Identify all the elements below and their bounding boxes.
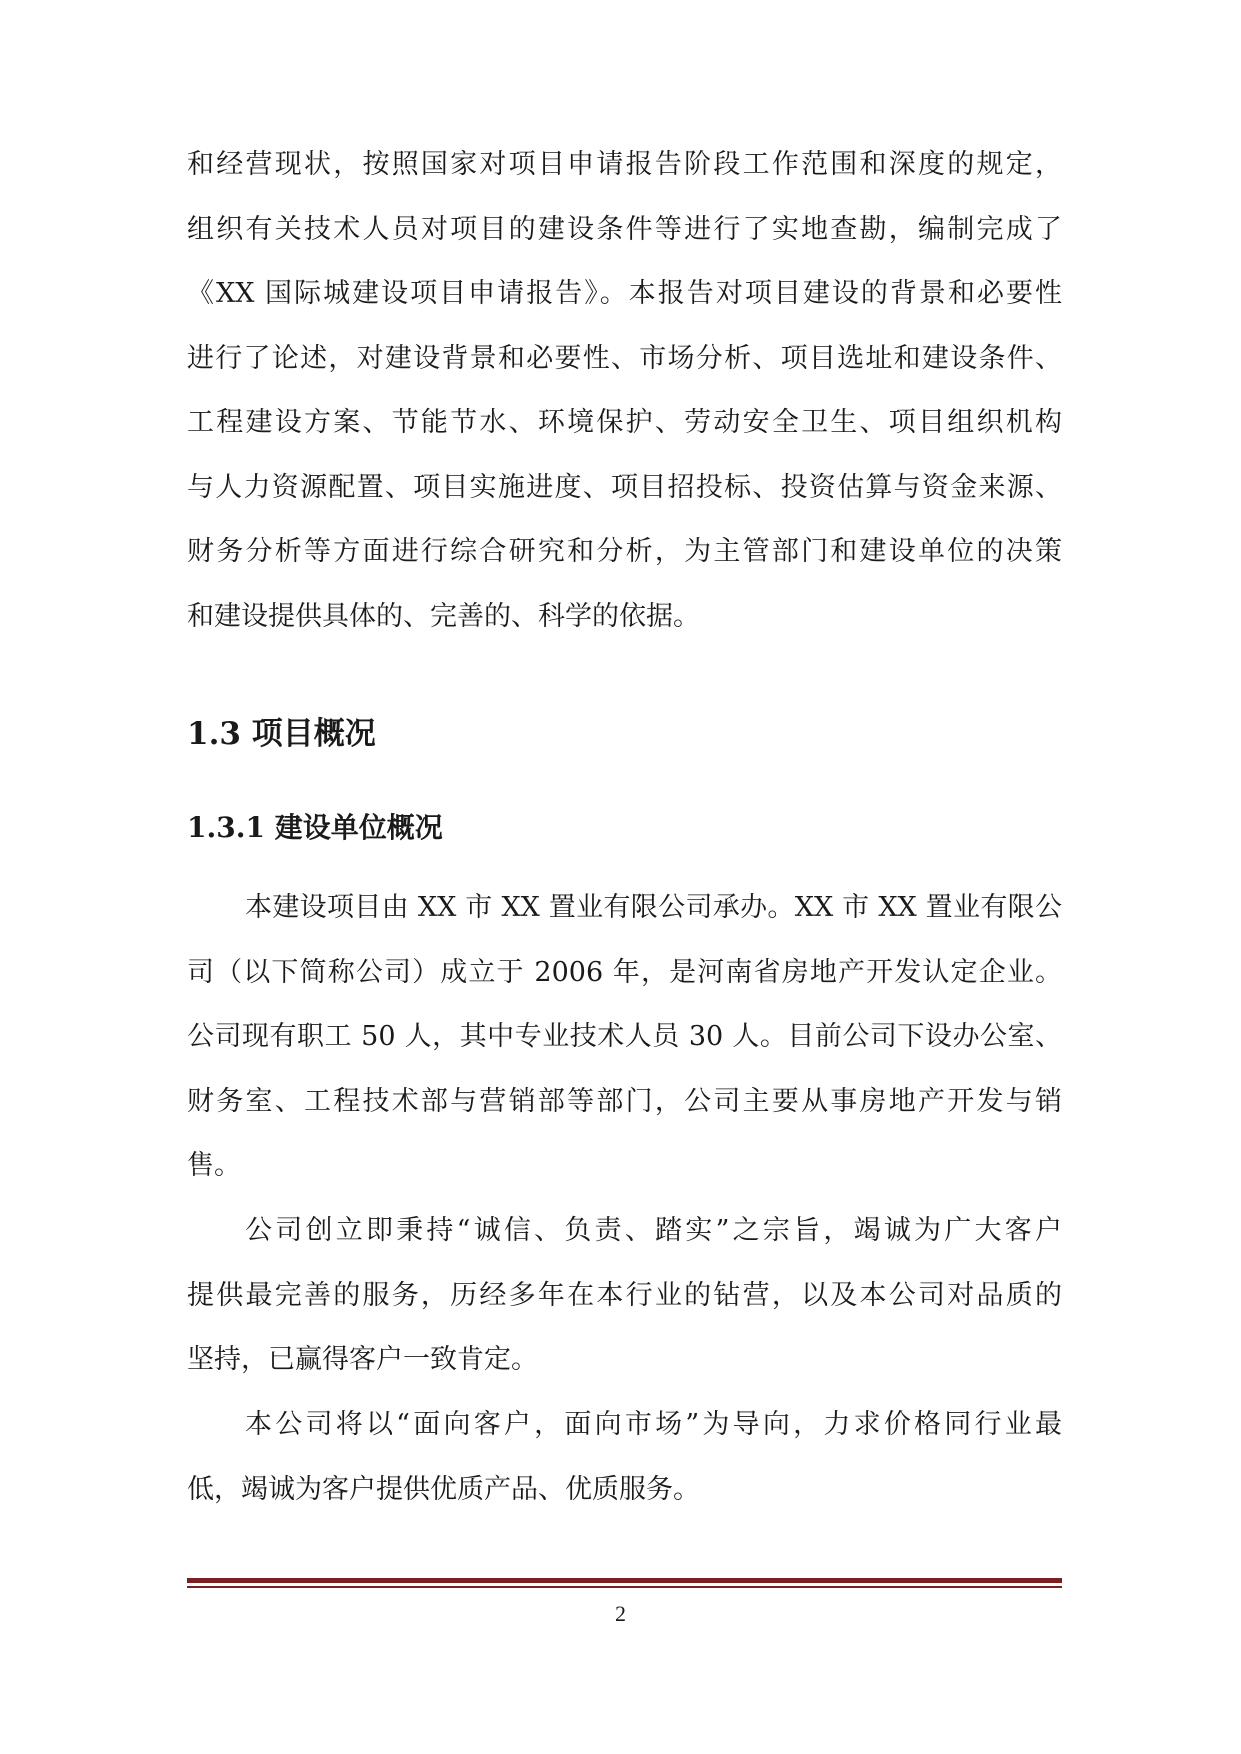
intro-paragraph — [187, 133, 1062, 649]
paragraph-line: 低，竭诚为客户提供优质产品、优质服务。 — [187, 1473, 700, 1505]
paragraph-line: 公司创立即秉持“诚信、负责、踏实”之宗旨，竭诚为广大客户 — [245, 1215, 1062, 1246]
paragraph-line: 提供最完善的服务，历经多年在本行业的钻营，以及本公司对品质的 — [187, 1279, 1062, 1311]
paragraph-line: 和建设提供具体的、完善的、科学的依据。 — [187, 600, 700, 632]
paragraph-line: 财务室、工程技术部与营销部等部门，公司主要从事房地产开发与销 — [187, 1085, 1062, 1117]
footer-divider — [187, 1578, 1062, 1583]
paragraph-line: 司（以下简称公司）成立于 2006 年，是河南省房地产开发认定企业。 — [187, 956, 1062, 988]
company-overview-paragraph — [187, 876, 1062, 1199]
paragraph-line: 进行了论述，对建设背景和必要性、市场分析、项目选址和建设条件、 — [187, 342, 1062, 374]
paragraph-line: 坚持，已赢得客户一致肯定。 — [187, 1344, 538, 1375]
paragraph-line: 本建设项目由 XX 市 XX 置业有限公司承办。XX 市 XX 置业有限公 — [245, 892, 1062, 923]
paragraph-line: 财务分析等方面进行综合研究和分析，为主管部门和建设单位的决策 — [187, 536, 1062, 567]
subsection-heading: 1.3.1 建设单位概况 — [187, 811, 443, 844]
paragraph-line: 公司现有职工 50 人，其中专业技术人员 30 人。目前公司下设办公室、 — [187, 1021, 1062, 1052]
section-heading: 1.3 项目概况 — [187, 716, 376, 752]
paragraph-line: 《XX 国际城建设项目申请报告》。本报告对项目建设的背景和必要性 — [187, 278, 1062, 309]
paragraph-line: 和经营现状，按照国家对项目申请报告阶段工作范围和深度的规定， — [187, 149, 1062, 180]
page-number: 2 — [615, 1601, 626, 1626]
paragraph-line: 与人力资源配置、项目实施进度、项目招投标、投资估算与资金来源、 — [187, 471, 1062, 503]
paragraph-line: 组织有关技术人员对项目的建设条件等进行了实地查勘，编制完成了 — [187, 213, 1062, 245]
paragraph-line: 售。 — [187, 1150, 241, 1181]
company-orientation-paragraph — [187, 1393, 1062, 1522]
paragraph-line: 本公司将以“面向客户，面向市场”为导向，力求价格同行业最 — [245, 1409, 1062, 1440]
paragraph-line: 工程建设方案、节能节水、环境保护、劳动安全卫生、项目组织机构 — [187, 407, 1062, 438]
company-mission-paragraph — [187, 1199, 1062, 1393]
footer-divider-thin — [187, 1586, 1062, 1588]
